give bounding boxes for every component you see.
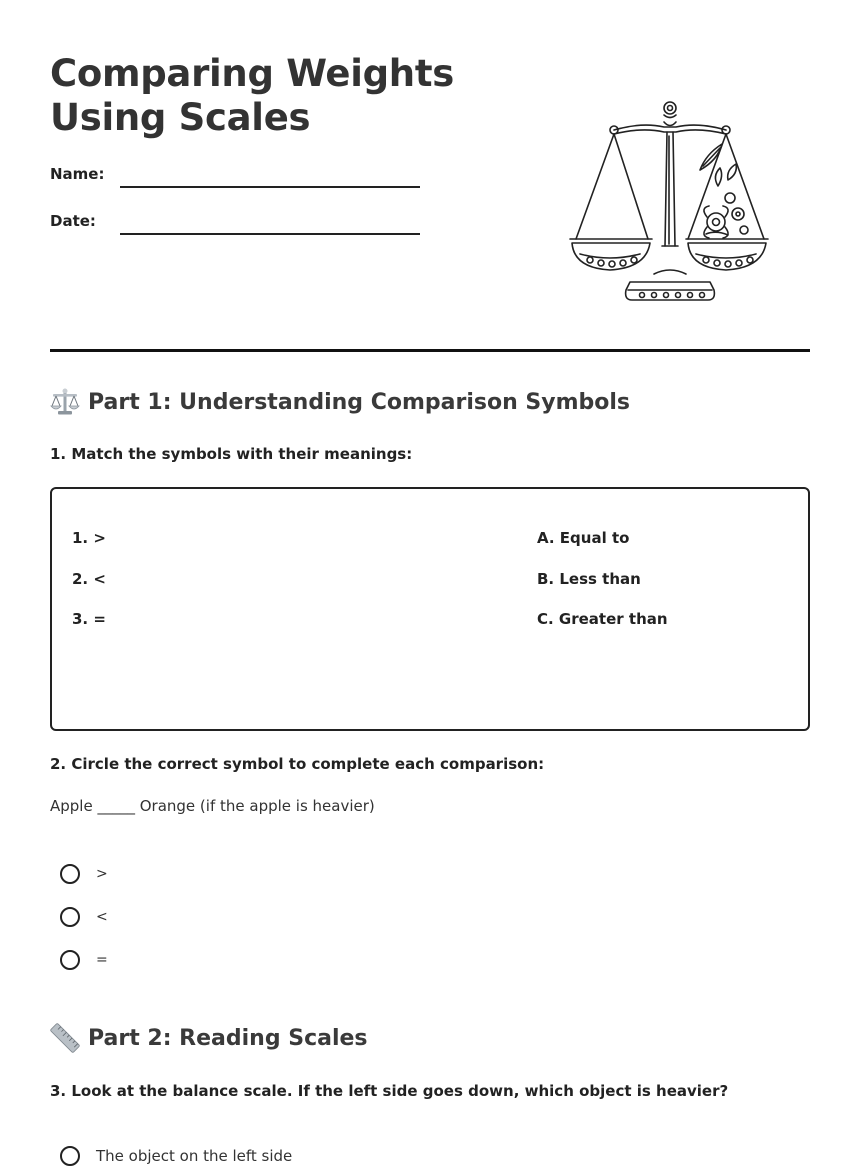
radio-button[interactable] (60, 864, 80, 884)
balance-scale-illustration (568, 96, 773, 306)
date-line[interactable] (120, 233, 420, 235)
question-3: 3. Look at the balance scale. If the left side goes down, which object is heavier? (50, 1082, 729, 1100)
meaning-item: B. Less than (537, 570, 641, 588)
ruler-icon (50, 1023, 80, 1053)
worksheet-title (50, 52, 454, 140)
option-label: < (96, 909, 108, 925)
part2-heading-text: Part 2: Reading Scales (88, 1025, 368, 1051)
symbol-item: 3. = (72, 610, 106, 628)
meaning-item: A. Equal to (537, 529, 630, 547)
date-label: Date: (50, 212, 96, 230)
meaning-item: C. Greater than (537, 610, 668, 628)
title-line-1: Comparing Weights (50, 52, 454, 95)
section-divider (50, 349, 810, 352)
part1-heading (50, 387, 630, 417)
answer-option[interactable] (60, 907, 108, 927)
name-line[interactable] (120, 186, 420, 188)
matching-box (50, 487, 810, 731)
option-label: > (96, 866, 108, 882)
part1-heading-text: Part 1: Understanding Comparison Symbols (88, 389, 630, 415)
radio-button[interactable] (60, 907, 80, 927)
option-label: The object on the left side (96, 1147, 293, 1165)
balance-scale-icon (50, 387, 80, 417)
question-2: 2. Circle the correct symbol to complete each comparison: (50, 755, 545, 773)
option-label: = (96, 952, 108, 968)
radio-button[interactable] (60, 1146, 80, 1166)
answer-option[interactable] (60, 864, 108, 884)
symbol-item: 2. < (72, 570, 106, 588)
name-label: Name: (50, 165, 105, 183)
answer-option[interactable] (60, 950, 108, 970)
part2-heading (50, 1023, 368, 1053)
radio-button[interactable] (60, 950, 80, 970)
question-1: 1. Match the symbols with their meanings: (50, 445, 413, 463)
question-2-prompt: Apple _____ Orange (if the apple is heavier) (50, 797, 375, 815)
answer-option[interactable] (60, 1146, 292, 1166)
symbol-item: 1. > (72, 529, 106, 547)
title-line-2: Using Scales (50, 96, 311, 139)
